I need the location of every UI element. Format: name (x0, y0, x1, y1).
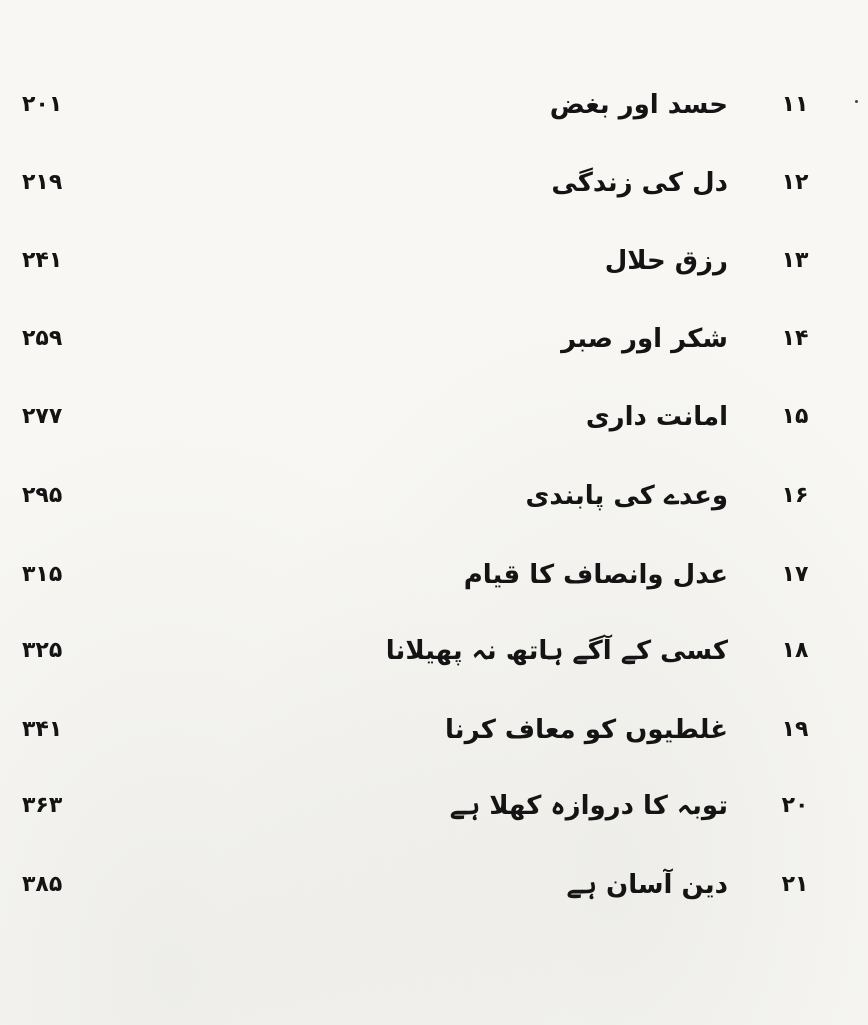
toc-entry (0, 231, 868, 291)
chapter-number: ۱۵ (781, 404, 809, 429)
chapter-title: شکر اور صبر (561, 324, 728, 354)
page-number: ۳۱۵ (22, 562, 63, 587)
toc-entry (0, 387, 868, 447)
page-number: ۲۹۵ (22, 483, 63, 508)
page-number: ۲۷۷ (22, 404, 63, 429)
toc-entry (0, 621, 868, 681)
chapter-number: ۱۴ (781, 326, 809, 351)
page-number: ۲۴۱ (22, 248, 63, 273)
toc-entry (0, 700, 868, 760)
chapter-title: دل کی زندگی (551, 168, 728, 198)
toc-entry (0, 75, 868, 135)
chapter-title: رزق حلال (604, 246, 728, 276)
chapter-number: ۱۹ (781, 717, 809, 742)
chapter-title: عدل وانصاف کا قیام (463, 560, 728, 590)
page-number: ۳۲۵ (22, 638, 63, 663)
chapter-title: حسد اور بغض (549, 90, 728, 120)
chapter-number: ۱۷ (781, 562, 809, 587)
chapter-title: وعدے کی پابندی (525, 481, 728, 511)
page-number: ۳۸۵ (22, 872, 63, 897)
chapter-title: توبہ کا دروازہ کھلا ہے (449, 791, 728, 821)
toc-entry (0, 309, 868, 369)
page-number: ۲۱۹ (22, 170, 63, 195)
chapter-number: ۱۶ (781, 483, 809, 508)
chapter-title: کسی کے آگے ہاتھ نہ پھیلانا (385, 636, 728, 666)
page-number: ۲۵۹ (22, 326, 63, 351)
chapter-number: ۱۳ (781, 248, 809, 273)
chapter-number: ۱۱ (781, 92, 809, 117)
page-number: ۲۰۱ (22, 92, 63, 117)
toc-entry (0, 855, 868, 915)
chapter-number: ۱۸ (781, 638, 809, 663)
chapter-title: غلطیوں کو معاف کرنا (445, 715, 728, 745)
chapter-number: ۲۰ (781, 793, 809, 818)
toc-entry (0, 545, 868, 605)
page-number: ۳۶۳ (22, 793, 63, 818)
chapter-title: دین آسان ہے (566, 870, 728, 900)
chapter-number: ۲۱ (781, 872, 809, 897)
chapter-title: امانت داری (585, 402, 728, 432)
toc-entry (0, 776, 868, 836)
toc-entry (0, 153, 868, 213)
toc-entry (0, 466, 868, 526)
chapter-number: ۱۲ (781, 170, 809, 195)
page-number: ۳۴۱ (22, 717, 63, 742)
